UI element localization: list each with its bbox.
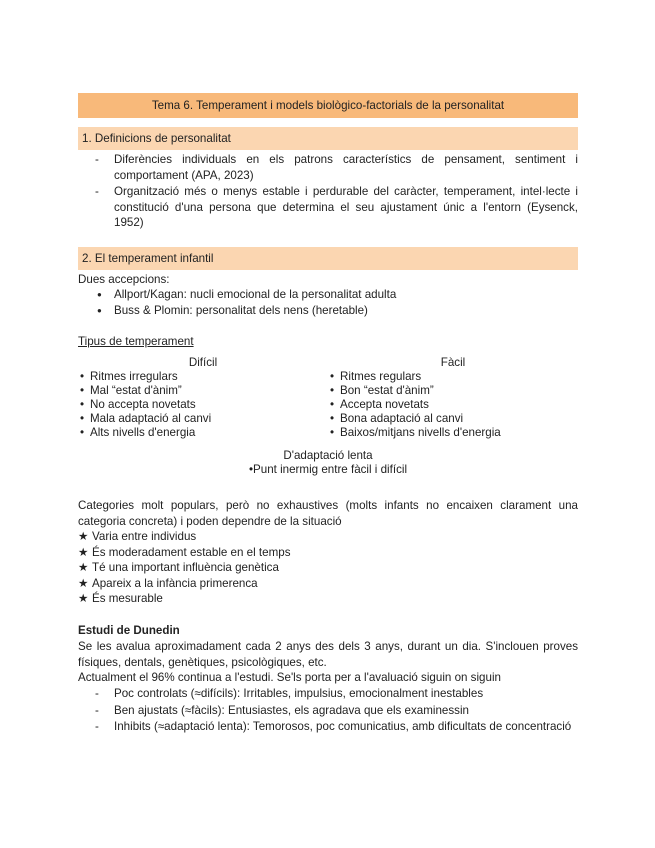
difficult-item: • Mala adaptació al canvi — [80, 412, 212, 425]
easy-item: • Accepta novetats — [330, 398, 429, 411]
easy-item: • Ritmes regulars — [330, 370, 422, 383]
definitions-list — [78, 152, 578, 232]
feature-item: ★ Apareix a la infància primerenca — [78, 576, 258, 590]
slow-adaptation-item: •Punt inermig entre fàcil i difícil — [248, 463, 408, 476]
categories-text: Categories molt populars, però no exhaustives (molts infants no encaixen clarament una categoria concreta) i poden dependre de la situació — [78, 499, 578, 528]
star-icon: ★ — [78, 545, 89, 559]
easy-item: • Bona adaptació al canvi — [330, 412, 464, 425]
dunedin-text-1: Se les avalua aproximadament cada 2 anys des dels 3 anys, durant un dia. S'inclouen proves físiques, dentals, genètiques, psicològiques, etc. — [78, 640, 578, 669]
dunedin-list — [78, 686, 578, 736]
features-list — [78, 529, 578, 607]
slow-adaptation-block — [78, 449, 578, 477]
definition-item: - Organització més o menys estable i perdurable del caràcter, temperament, intel·lecte i constitució d'una persona que determina el seu ajustament únic a l'entorn (Eysenck, 1952) — [78, 184, 578, 231]
definition-item: - Diferències individuals en els patrons característics de pensament, sentiment i comportament (APA, 2023) — [78, 152, 578, 183]
dunedin-item: - Poc controlats (≈difícils): Irritables, impulsius, emocionalment inestables — [78, 686, 578, 702]
easy-label: Fàcil — [440, 356, 466, 369]
feature-item: ★ Té una important influència genètica — [78, 561, 279, 575]
easy-item: • Bon “estat d'ànim” — [330, 384, 434, 397]
easy-item: • Baixos/mitjans nivells d'energia — [330, 426, 501, 439]
difficult-item: • Mal “estat d'ànim” — [80, 384, 182, 397]
slow-adaptation-label: D'adaptació lenta — [283, 449, 373, 462]
difficult-item: • No accepta novetats — [80, 398, 196, 411]
meaning-item: ● Buss & Plomin: personalitat dels nens (heretable) — [78, 303, 396, 319]
temperament-types-title: Tipus de temperament — [78, 335, 194, 348]
meanings-intro: Dues accepcions: — [78, 273, 170, 286]
star-icon: ★ — [78, 592, 89, 606]
star-icon: ★ — [78, 576, 89, 590]
feature-item: ★ És mesurable — [78, 592, 163, 606]
feature-item: ★ És moderadament estable en el temps — [78, 545, 291, 559]
easy-column — [328, 356, 578, 440]
star-icon: ★ — [78, 561, 89, 575]
dunedin-item: - Inhibits (≈adaptació lenta): Temorosos, poc comunicatius, amb dificultats de concentració — [78, 719, 578, 735]
star-icon: ★ — [78, 530, 89, 543]
meanings-list — [78, 287, 396, 319]
meaning-item: ● Allport/Kagan: nucli emocional de la personalitat adulta — [78, 287, 396, 303]
difficult-item: • Alts nivells d'energia — [80, 426, 196, 439]
feature-item: ★ Varia entre individus — [78, 530, 197, 543]
dunedin-item: - Ben ajustats (≈fàcils): Entusiastes, els agradava que els examinessin — [78, 703, 578, 719]
difficult-column — [78, 356, 328, 440]
document-title: Tema 6. Temperament i models biològico-factorials de la personalitat — [78, 93, 578, 118]
difficult-item: • Ritmes irregulars — [80, 370, 178, 383]
difficult-label: Difícil — [188, 356, 218, 369]
dunedin-text-2: Actualment el 96% continua a l'estudi. Se'ls porta per a l'avaluació siguin on siguin — [78, 671, 501, 684]
section-1-heading: 1. Definicions de personalitat — [78, 127, 578, 150]
dunedin-title: Estudi de Dunedin — [78, 624, 180, 637]
section-2-heading: 2. El temperament infantil — [78, 247, 578, 270]
